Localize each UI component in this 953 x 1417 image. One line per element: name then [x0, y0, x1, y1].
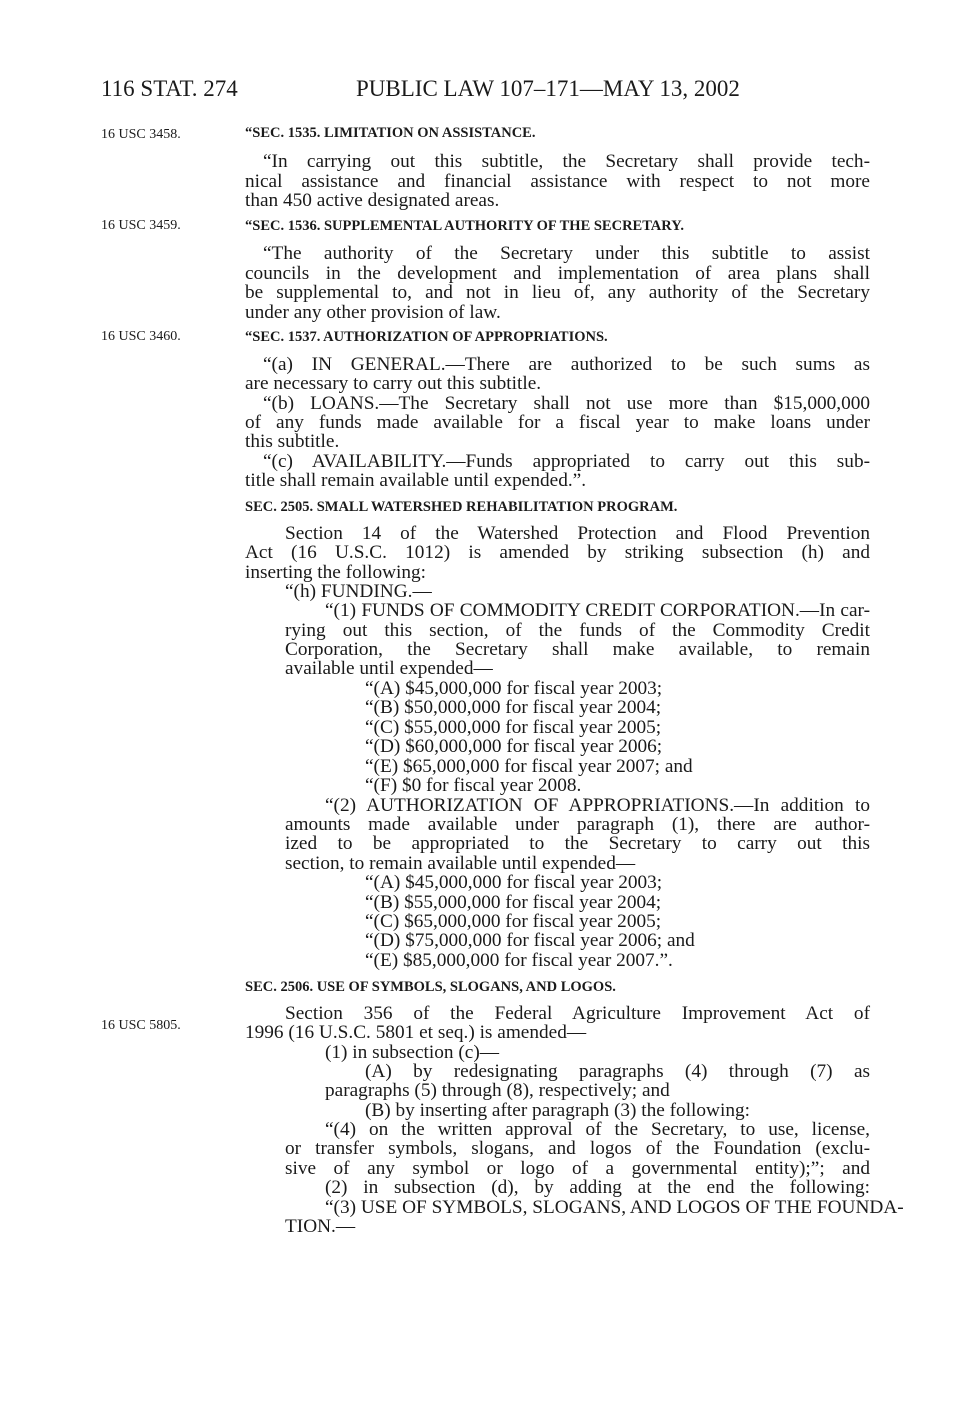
text-line: councils in the development and implementation of area plans shall	[245, 263, 870, 284]
text-line: Section 14 of the Watershed Protection and Flood Prevention	[285, 523, 870, 544]
text-line: “(A) $45,000,000 for fiscal year 2003;	[365, 872, 663, 893]
section-heading: “SEC. 1537. AUTHORIZATION OF APPROPRIATIONS.	[245, 329, 608, 345]
text-line: than 450 active designated areas.	[245, 190, 500, 211]
page-header	[0, 76, 953, 110]
public-law-title: PUBLIC LAW 107–171—MAY 13, 2002	[356, 76, 740, 101]
text-line: nical assistance and financial assistance with respect to not more	[245, 171, 870, 192]
text-line: of any funds made available for a fiscal year to make loans under	[245, 412, 870, 433]
text-line: “(h) FUNDING.—	[285, 581, 432, 602]
text-line: amounts made available under paragraph (1), there are author-	[285, 814, 870, 835]
text-line: rying out this section, of the funds of the Commodity Credit	[285, 620, 870, 641]
text-line: “(B) $50,000,000 for fiscal year 2004;	[365, 697, 662, 718]
section-heading: “SEC. 1535. LIMITATION ON ASSISTANCE.	[245, 125, 536, 141]
text-line: under any other provision of law.	[245, 302, 501, 323]
text-line: section, to remain available until expended—	[285, 853, 636, 874]
text-line: be supplemental to, and not in lieu of, any authority of the Secretary	[245, 282, 870, 303]
text-line: Corporation, the Secretary shall make available, to remain	[285, 639, 870, 660]
text-line: inserting the following:	[245, 562, 427, 583]
text-line: TION.—	[285, 1216, 356, 1237]
text-line: available until expended—	[285, 658, 493, 679]
text-line: “(E) $65,000,000 for fiscal year 2007; and	[365, 756, 693, 777]
text-line: “(b) LOANS.—The Secretary shall not use more than $15,000,000	[263, 393, 870, 414]
text-line: “(C) $55,000,000 for fiscal year 2005;	[365, 717, 662, 738]
text-line: “In carrying out this subtitle, the Secretary shall provide tech-	[263, 151, 870, 172]
text-line: are necessary to carry out this subtitle.	[245, 373, 542, 394]
text-line: (1) in subsection (c)—	[325, 1042, 500, 1063]
text-line: this subtitle.	[245, 431, 340, 452]
text-line: title shall remain available until expended.”.	[245, 470, 587, 491]
text-line: Section 356 of the Federal Agriculture Improvement Act of	[285, 1003, 870, 1024]
text-line: sive of any symbol or logo of a governmental entity);”; and	[285, 1158, 870, 1179]
stat-page-number: 116 STAT. 274	[101, 76, 238, 101]
text-line: paragraphs (5) through (8), respectively; and	[325, 1080, 670, 1101]
text-line: “(c) AVAILABILITY.—Funds appropriated to carry out this sub-	[263, 451, 870, 472]
text-line: “(4) on the written approval of the Secretary, to use, license,	[325, 1119, 870, 1140]
text-line: “(A) $45,000,000 for fiscal year 2003;	[365, 678, 663, 699]
section-heading: SEC. 2506. USE OF SYMBOLS, SLOGANS, AND LOGOS.	[245, 979, 616, 995]
text-line: “(3) USE OF SYMBOLS, SLOGANS, AND LOGOS OF THE FOUNDA-	[325, 1197, 904, 1218]
margin-note: 16 USC 3460.	[101, 329, 181, 344]
margin-note: 16 USC 3459.	[101, 218, 181, 233]
text-line: (2) in subsection (d), by adding at the end the following:	[325, 1177, 870, 1198]
text-line: “(1) FUNDS OF COMMODITY CREDIT CORPORATION.—In car-	[325, 600, 870, 621]
text-line: (A) by redesignating paragraphs (4) through (7) as	[365, 1061, 870, 1082]
text-line: ized to be appropriated to the Secretary to carry out this	[285, 833, 870, 854]
text-line: “(D) $75,000,000 for fiscal year 2006; and	[365, 930, 695, 951]
text-line: “(B) $55,000,000 for fiscal year 2004;	[365, 892, 662, 913]
section-heading: SEC. 2505. SMALL WATERSHED REHABILITATION PROGRAM.	[245, 499, 678, 515]
text-line: 1996 (16 U.S.C. 5801 et seq.) is amended—	[245, 1022, 587, 1043]
margin-note: 16 USC 5805.	[101, 1018, 181, 1033]
text-line: “(2) AUTHORIZATION OF APPROPRIATIONS.—In addition to	[325, 795, 870, 816]
text-line: “(a) IN GENERAL.—There are authorized to be such sums as	[263, 354, 870, 375]
text-line: “The authority of the Secretary under this subtitle to assist	[263, 243, 870, 264]
section-heading: “SEC. 1536. SUPPLEMENTAL AUTHORITY OF THE SECRETARY.	[245, 218, 685, 234]
margin-note: 16 USC 3458.	[101, 127, 181, 142]
text-line: (B) by inserting after paragraph (3) the following:	[365, 1100, 750, 1121]
text-line: “(C) $65,000,000 for fiscal year 2005;	[365, 911, 662, 932]
text-line: “(E) $85,000,000 for fiscal year 2007.”.	[365, 950, 673, 971]
text-line: “(F) $0 for fiscal year 2008.	[365, 775, 582, 796]
text-line: or transfer symbols, slogans, and logos of the Foundation (exclu-	[285, 1138, 870, 1159]
text-line: “(D) $60,000,000 for fiscal year 2006;	[365, 736, 663, 757]
text-line: Act (16 U.S.C. 1012) is amended by striking subsection (h) and	[245, 542, 870, 563]
